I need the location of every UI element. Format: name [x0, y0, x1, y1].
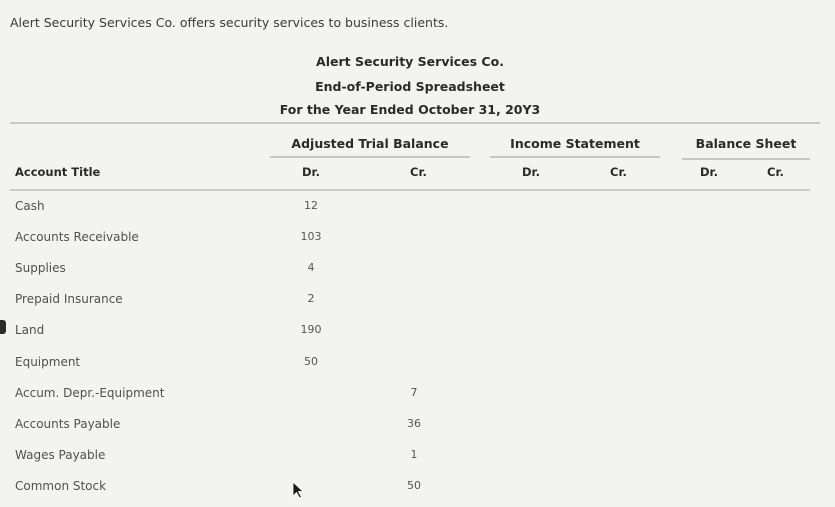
atb-dr-cell: 2 — [307, 292, 315, 305]
account-title-cell: Common Stock — [15, 479, 107, 493]
account-title-cell: Prepaid Insurance — [15, 292, 123, 306]
atb-cr-cell: 7 — [410, 386, 418, 399]
atb-dr-cell: 4 — [307, 261, 315, 274]
income-statement-heading: Income Statement — [510, 136, 640, 151]
column-header-rule — [10, 189, 810, 191]
intro-text: Alert Security Services Co. offers security services to business clients. — [10, 15, 449, 30]
atb-dr-cell: 103 — [300, 230, 322, 243]
account-title-cell: Accum. Depr.-Equipment — [15, 386, 165, 400]
account-title-cell: Accounts Payable — [15, 417, 121, 431]
row-marker — [0, 320, 6, 334]
atb-dr-cell: 190 — [300, 323, 322, 336]
header-rule — [10, 122, 820, 124]
table-row — [15, 479, 815, 499]
table-row — [15, 292, 815, 312]
account-title-cell: Accounts Receivable — [15, 230, 139, 244]
account-title-cell: Wages Payable — [15, 448, 106, 462]
mouse-cursor-icon — [292, 481, 306, 499]
account-title-cell: Equipment — [15, 355, 81, 369]
table-row — [15, 448, 815, 468]
report-title: End-of-Period Spreadsheet — [315, 79, 505, 94]
company-name: Alert Security Services Co. — [316, 54, 504, 69]
bs-dr-header: Dr. — [700, 165, 718, 179]
account-title-cell: Cash — [15, 199, 45, 213]
balance-sheet-underline — [682, 158, 810, 160]
is-dr-header: Dr. — [522, 165, 540, 179]
balance-sheet-heading: Balance Sheet — [695, 136, 797, 151]
table-row — [15, 323, 815, 343]
table-row — [15, 261, 815, 281]
atb-dr-header: Dr. — [302, 165, 320, 179]
atb-cr-header: Cr. — [410, 165, 427, 179]
account-title-cell: Supplies — [15, 261, 66, 275]
table-row — [15, 199, 815, 219]
table-row — [15, 355, 815, 375]
report-period: For the Year Ended October 31, 20Y3 — [279, 102, 541, 117]
atb-dr-cell: 12 — [304, 199, 318, 212]
atb-cr-cell: 1 — [410, 448, 418, 461]
atb-cr-cell: 50 — [407, 479, 421, 492]
adjusted-trial-balance-underline — [270, 156, 470, 158]
bs-cr-header: Cr. — [767, 165, 784, 179]
atb-dr-cell: 50 — [304, 355, 318, 368]
is-cr-header: Cr. — [610, 165, 627, 179]
table-row — [15, 417, 815, 437]
account-title-cell: Land — [15, 323, 45, 337]
table-row — [15, 230, 815, 250]
income-statement-underline — [490, 156, 660, 158]
table-row — [15, 386, 815, 406]
atb-cr-cell: 36 — [407, 417, 421, 430]
account-title-header: Account Title — [15, 165, 101, 179]
adjusted-trial-balance-heading: Adjusted Trial Balance — [291, 136, 449, 151]
